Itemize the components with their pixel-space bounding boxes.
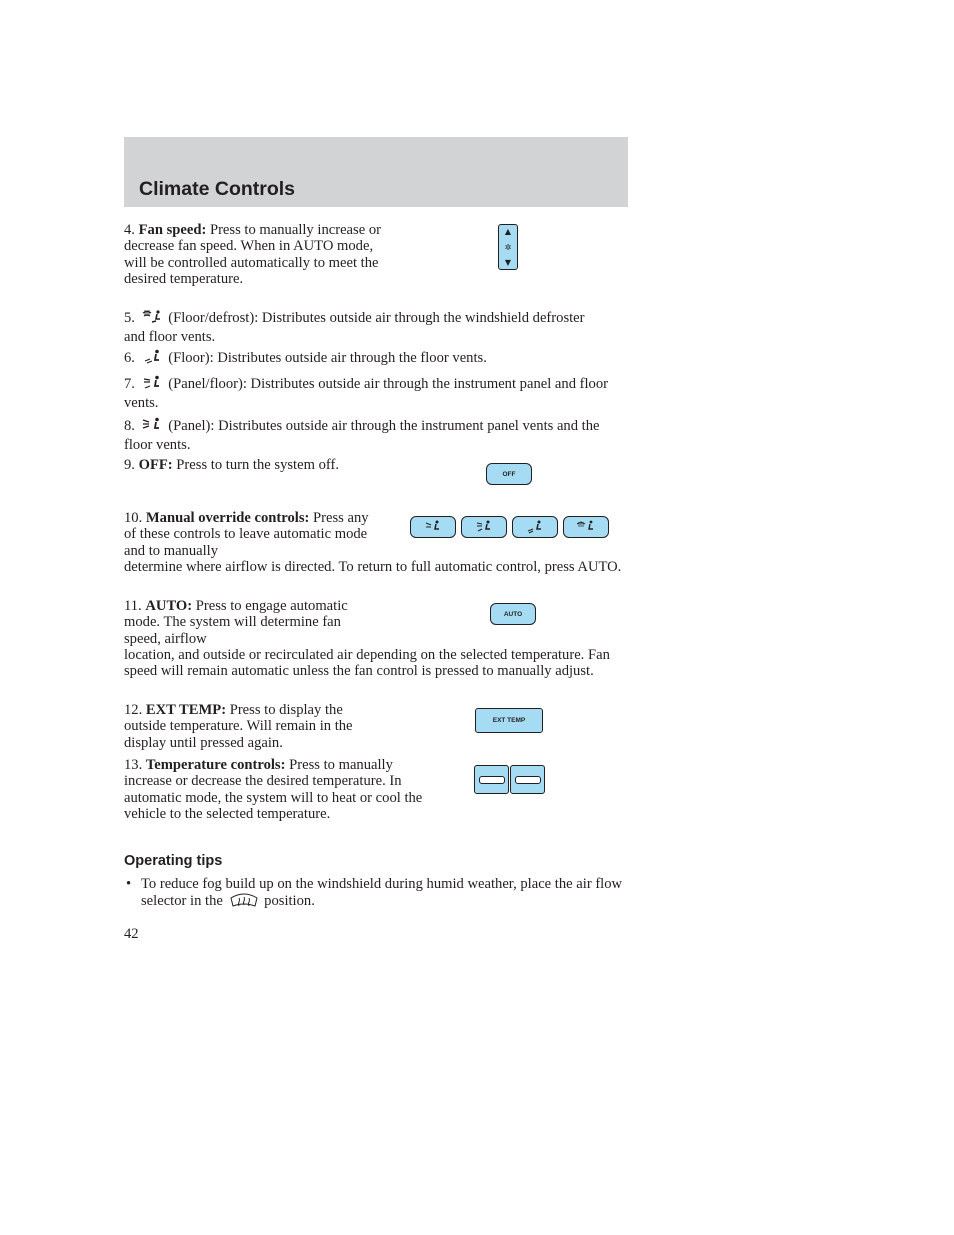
auto-button[interactable]: AUTO <box>490 603 536 625</box>
button-slot-icon <box>479 776 505 784</box>
floor-icon <box>524 520 546 534</box>
panel-floor-mode-button[interactable] <box>461 516 507 538</box>
section-header-band <box>124 137 628 207</box>
item-text: Press to engage automatic mode. The system will determine fan speed, airflow <box>124 598 348 647</box>
floor-paragraph <box>124 349 609 369</box>
floor-mode-button[interactable] <box>512 516 558 538</box>
item-text: Press to display the outside temperature. Will remain in the display until pressed again. <box>124 702 353 751</box>
arrow-down-icon: ▼ <box>504 258 512 267</box>
item-label: EXT TEMP: <box>145 702 227 718</box>
item-label: Temperature controls: <box>145 757 286 773</box>
item-number: 6. <box>124 350 135 366</box>
list-item <box>124 876 634 913</box>
item-text: increase or decrease fan speed. When in AUTO mode, will be controlled automatically to meet the desired temperature. <box>124 222 381 288</box>
auto-paragraph-bottom: location, and outside or recirculated air depending on the selected temperature. Fan speed will remain automatic unless the fan control is pressed to manually adjust. <box>124 647 610 680</box>
tip-text: To reduce fog build up on the windshield during humid weather, place the air flow selector in the <box>141 876 623 910</box>
off-paragraph <box>124 457 364 473</box>
ext-temp-paragraph <box>124 702 384 751</box>
floor-defrost-icon <box>141 309 163 329</box>
manual-override-paragraph-bottom: determine where airflow is directed. To return to full automatic control, press AUTO. <box>124 559 622 575</box>
panel-icon <box>141 417 163 437</box>
item-text: Press to manually <box>206 222 314 238</box>
panel-floor-paragraph <box>124 375 609 412</box>
page-title: Climate Controls <box>139 178 296 200</box>
panel-mode-button[interactable] <box>410 516 456 538</box>
item-number: 9. <box>124 457 135 473</box>
arrow-up-icon: ▲ <box>504 227 512 236</box>
button-slot-icon <box>515 776 541 784</box>
item-label: OFF: <box>138 457 173 473</box>
manual-override-paragraph-top <box>124 510 384 559</box>
operating-tips-heading: Operating tips <box>124 853 223 869</box>
panel-paragraph <box>124 417 609 454</box>
item-number: 13. <box>124 757 143 773</box>
auto-paragraph-top <box>124 598 369 647</box>
item-number: 10. <box>124 510 143 526</box>
item-number: 12. <box>124 702 143 718</box>
item-text: (Floor/defrost): Distributes outside air through the windshield defroster and floor vents. <box>124 310 585 346</box>
item-label: Fan speed: <box>138 222 207 238</box>
fan-speed-paragraph <box>124 222 384 288</box>
item-text: (Panel): Distributes outside air through the instrument panel vents and the floor vents. <box>124 418 600 454</box>
temperature-decrease-button[interactable] <box>474 765 509 794</box>
item-number: 4. <box>124 222 135 238</box>
item-text: Press to manually increase or decrease the desired temperature. In automatic mode, the system will to heat or cool the vehicle to the selected temperature. <box>124 757 423 823</box>
item-label: AUTO: <box>145 598 193 614</box>
floor-defrost-mode-button[interactable] <box>563 516 609 538</box>
floor-defrost-icon <box>575 520 597 534</box>
item-number: 11. <box>124 598 142 614</box>
floor-defrost-paragraph <box>124 309 609 346</box>
item-text: Press to turn the system off. <box>172 457 339 473</box>
floor-icon <box>141 349 163 369</box>
fan-icon: ✲ <box>504 242 512 252</box>
off-button[interactable]: OFF <box>486 463 532 485</box>
ext-temp-button[interactable]: EXT TEMP <box>475 708 543 733</box>
temperature-controls-paragraph <box>124 757 436 823</box>
item-number: 8. <box>124 418 135 434</box>
item-text: (Floor): Distributes outside air through the floor vents. <box>168 350 487 366</box>
panel-floor-icon <box>141 375 163 395</box>
item-number: 5. <box>124 310 135 326</box>
panel-floor-icon <box>473 520 495 534</box>
item-label: Manual override controls: <box>145 510 310 526</box>
temperature-increase-button[interactable] <box>510 765 545 794</box>
item-text: (Panel/floor): Distributes outside air through the instrument panel and floor vents. <box>124 376 609 412</box>
fan-speed-button[interactable] <box>498 224 518 270</box>
defrost-icon <box>229 892 259 912</box>
page-number: 42 <box>124 926 139 942</box>
panel-icon <box>422 520 444 534</box>
operating-tips-list <box>124 876 634 913</box>
item-text: Press any of these controls to leave automatic mode and to manually <box>124 510 369 559</box>
item-number: 7. <box>124 376 135 392</box>
tip-text: position. <box>264 893 315 910</box>
